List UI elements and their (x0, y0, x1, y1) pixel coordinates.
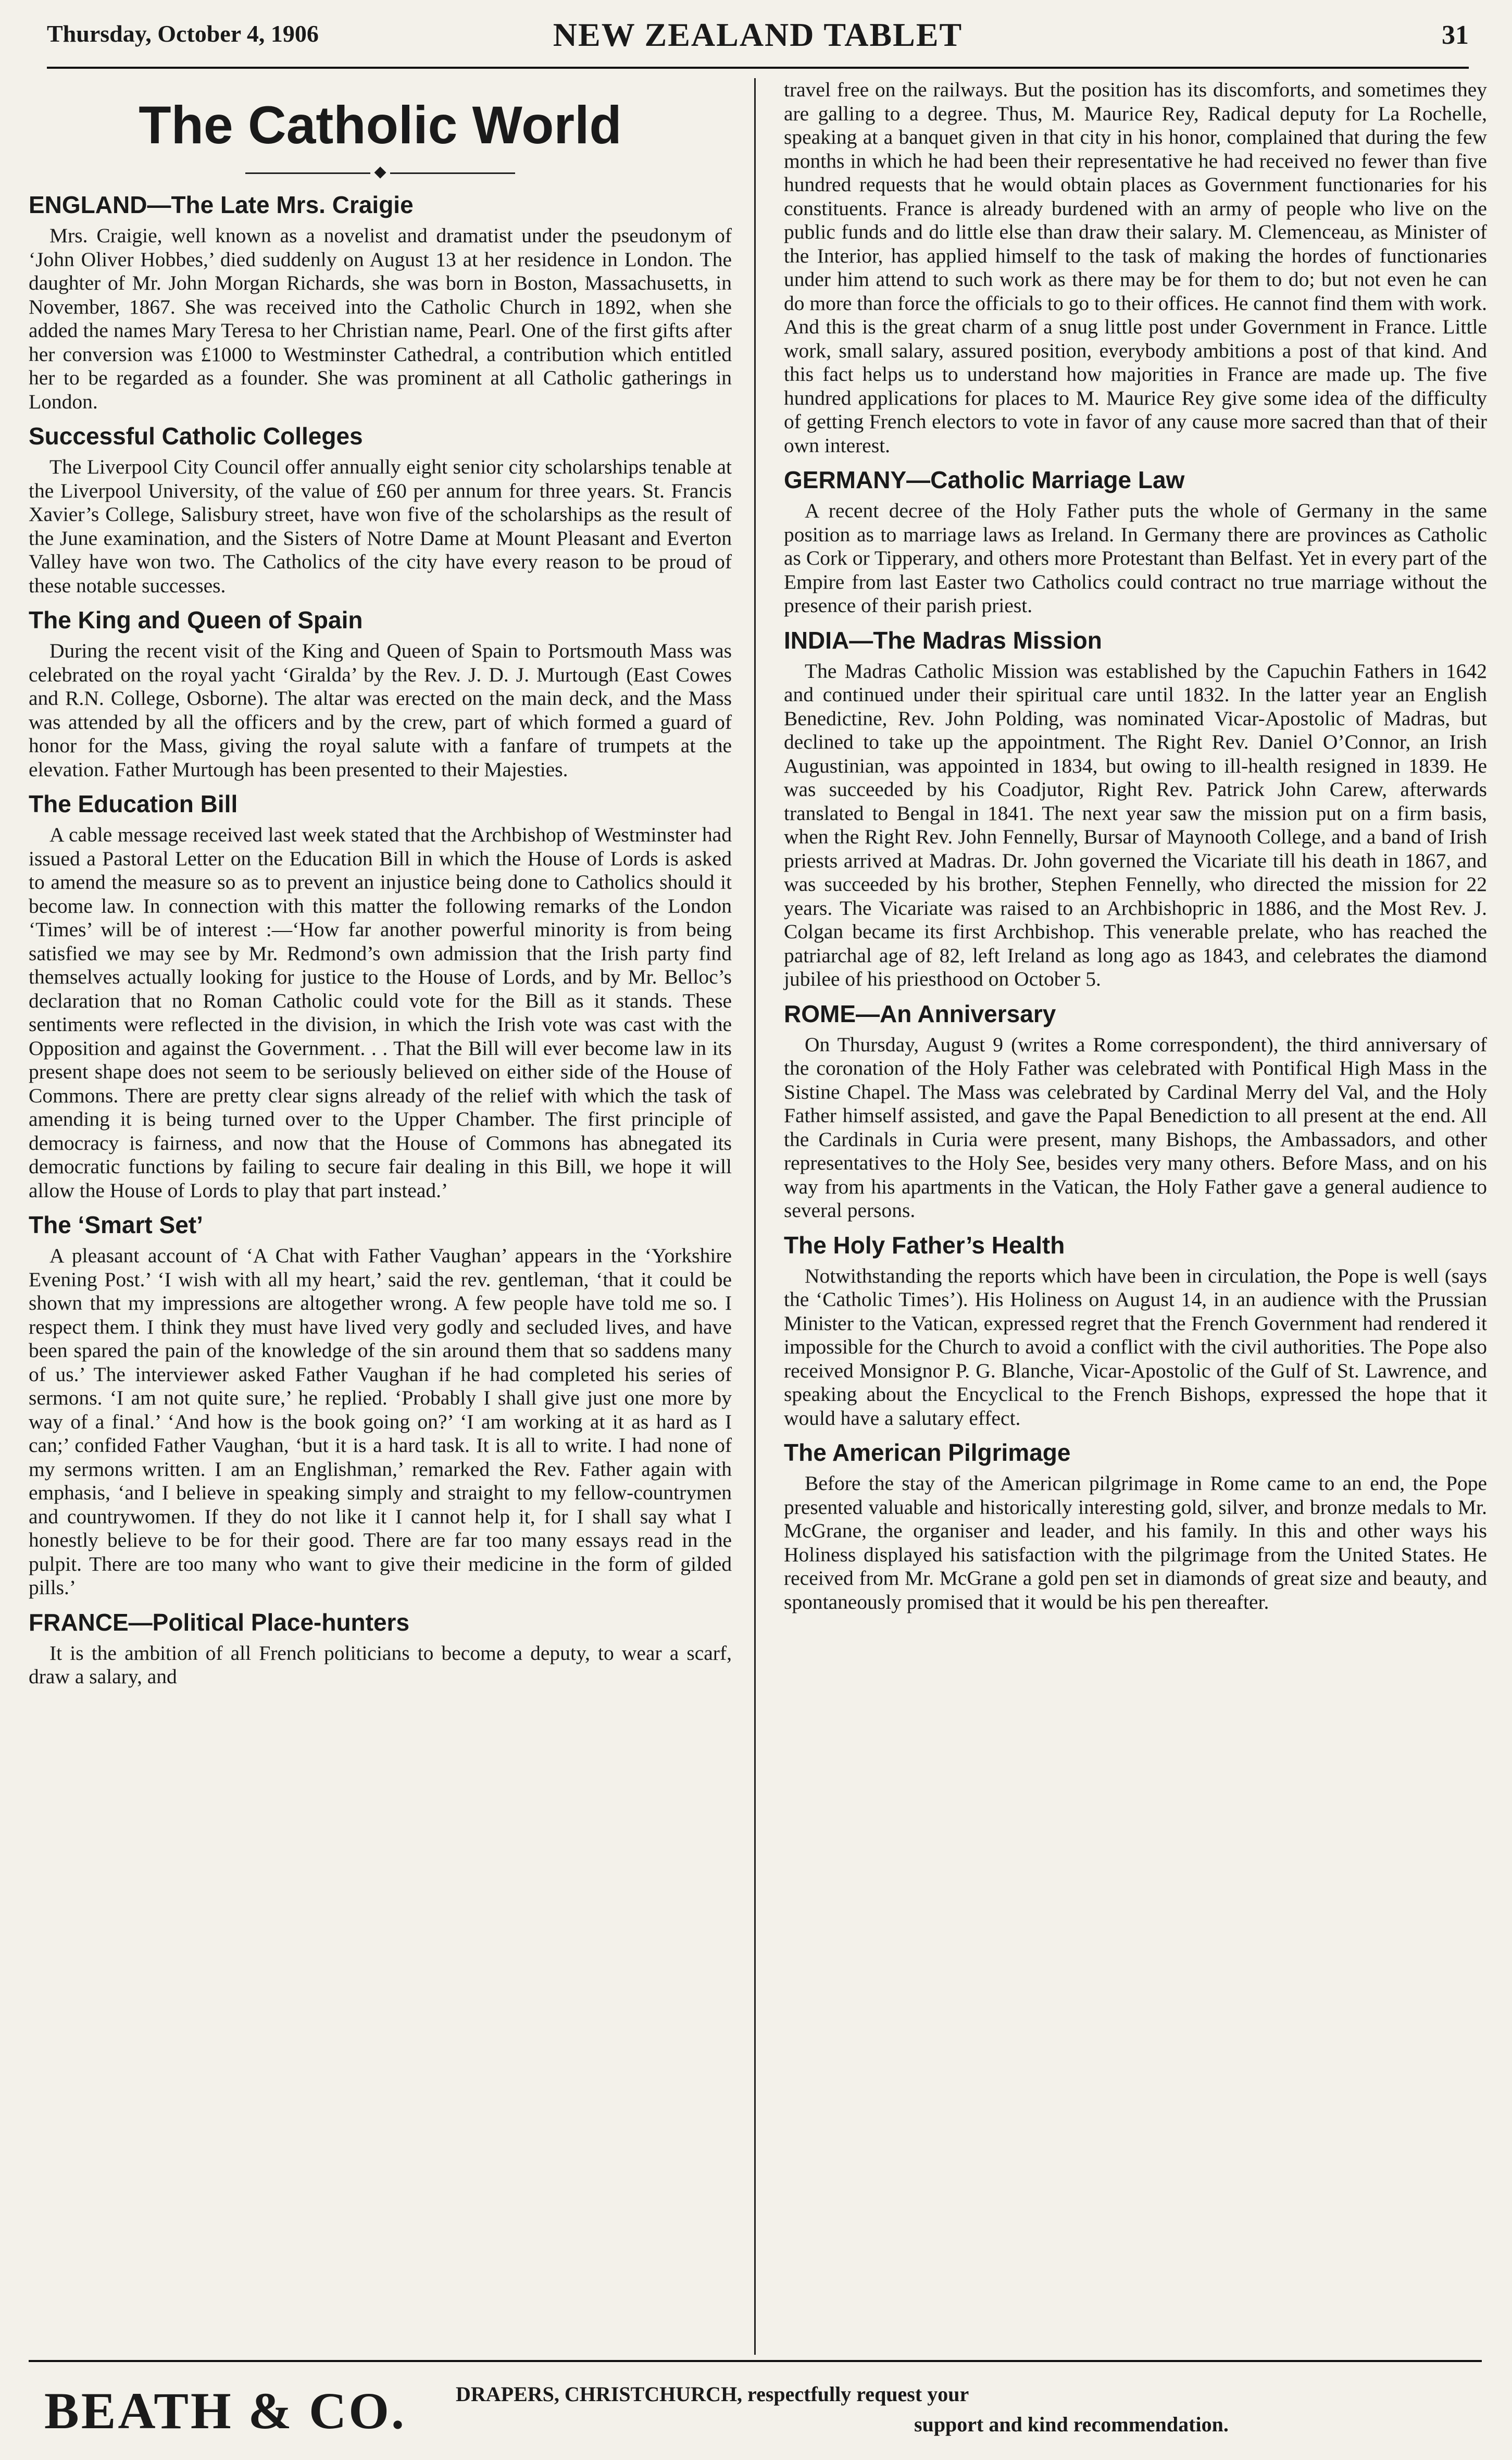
article (29, 421, 732, 598)
article (29, 605, 732, 781)
article-heading: Successful Catholic Colleges (29, 423, 363, 450)
title-ornament: ◆ (29, 161, 732, 182)
article-body: Notwithstanding the reports which have been in circulation, the Pope is well (says the ‘Catholic Times’). His Holiness on August 14, in an audience with the Prussian Minister to the Vatican, expressed regret that the French Government had rendered it impossible for the Church to avoid a conflict with the civil authorities. The Pope also received Monsignor P. G. Blanche, Vicar-Apostolic of the Gulf of St. Lawrence, and speaking about the Encyclical to the French Bishops, expressed the hope that it would have a salutary effect. (784, 1264, 1487, 1430)
right-column (784, 78, 1487, 1614)
advertiser-name: BEATH & CO. (44, 2382, 406, 2440)
article-heading: ENGLAND—The Late Mrs. Craigie (29, 191, 414, 218)
advertisement-banner (29, 2360, 1482, 2440)
article-body: travel free on the railways. But the position has its discomforts, and sometimes they are galling to a degree. Thus, M. Maurice Rey, Radical deputy for La Rochelle, speaking at a banquet given in that city in his honor, complained that during the few months in which he had been their representative he had received no fewer than five hundred requests that he would obtain places as Government functionaries for his constituents. France is already burdened with an army of people who live on the public funds and do little else than draw their salary. M. Clemenceau, as Minister of the Interior, has applied himself to the task of making the hordes of functionaries under him attend to such work as there may be for them to do; but not even he can do more than force the officials to go to their offices. He cannot find them with work. And this is the great charm of a snug little post under Government in France. Little work, small salary, assured position, everybody ambitions a post of that kind. And this fact helps us to understand how majorities in France are made up. The five hundred applications for places to M. Maurice Rey give some idea of the difficulty of getting French electors to vote in favor of any cause more sacred than that of their own interest. (784, 78, 1487, 457)
left-articles (29, 190, 732, 1689)
newspaper-title: NEW ZEALAND TABLET (553, 16, 963, 53)
article (29, 190, 732, 414)
article-heading: The American Pilgrimage (784, 1439, 1071, 1466)
article-body: It is the ambition of all French politicians to become a deputy, to wear a scarf, draw a salary, and (29, 1641, 732, 1688)
article (784, 78, 1487, 457)
article-body: Before the stay of the American pilgrimage in Rome came to an end, the Pope presented valuable and historically interesting gold, silver, and bronze medals to Mr. McGrane, the organiser and leader, and his family. In this and other ways his Holiness displayed his satisfaction with the pilgrimage from the United States. He received from Mr. McGrane a gold pen set in diamonds of great size and beauty, and spontaneously promised that it would be his pen thereafter. (784, 1472, 1487, 1613)
article (784, 465, 1487, 618)
page-number: 31 (1442, 20, 1469, 50)
article (29, 789, 732, 1202)
article-body: A recent decree of the Holy Father puts the whole of Germany in the same position as to marriage laws as Ireland. In Germany there are provinces as Catholic as Cork or Tipperary, and others more Protestant than Belfast. Yet in every part of the Empire from last Easter two Catholics could contract no true marriage without the presence of their parish priest. (784, 499, 1487, 617)
article-heading: INDIA—The Madras Mission (784, 626, 1102, 654)
left-column (29, 78, 732, 1689)
article-heading: The Holy Father’s Health (784, 1231, 1065, 1259)
article-heading: FRANCE—Political Place-hunters (29, 1608, 410, 1636)
article (784, 1437, 1487, 1614)
article-heading: The ‘Smart Set’ (29, 1211, 203, 1238)
article-body: On Thursday, August 9 (writes a Rome correspondent), the third anniversary of the coronation of the Holy Father was celebrated with Pontifical High Mass in the Sistine Chapel. The Mass was celebrated by Cardinal Merry del Val, and the Holy Father himself assisted, and gave the Papal Benediction to all present at the end. All the Cardinals in Curia were present, many Bishops, the Ambassadors, and other representatives to the Holy See, besides very many others. Before Mass, and on his way from his apartments in the Vatican, the Holy Father gave a general audience to several persons. (784, 1033, 1487, 1222)
article (784, 1230, 1487, 1431)
article-body: The Liverpool City Council offer annually eight senior city scholarships tenable at the Liverpool University, of the value of £60 per annum for three years. St. Francis Xavier’s College, Salisbury street, have won five of the scholarships as the result of the June examination, and the Sisters of Notre Dame at Mount Pleasant and Everton Valley have won two. The Catholics of the city have every reason to be proud of these notable successes. (29, 455, 732, 597)
right-articles (784, 78, 1487, 1614)
article-heading: The King and Queen of Spain (29, 606, 363, 633)
column-divider (754, 78, 756, 2355)
article-body: Mrs. Craigie, well known as a novelist and dramatist under the pseudonym of ‘John Oliver Hobbes,’ died suddenly on August 13 at her residence in London. The daughter of Mr. John Morgan Richards, she was born in Boston, Massachusetts, in November, 1867. She was received into the Catholic Church in 1892, when she added the names Mary Teresa to her Christian name, Pearl. One of the first gifts after her conversion was £1000 to Westminster Cathedral, a contribution which entitled her to be regarded as a founder. She was prominent at all Catholic gatherings in London. (29, 224, 732, 413)
advertisement-text-line1: DRAPERS, CHRISTCHURCH, respectfully request your (456, 2382, 969, 2406)
article (29, 1607, 732, 1689)
article-body: A cable message received last week stated that the Archbishop of Westminster had issued a Pastoral Letter on the Education Bill in which the House of Lords is asked to amend the measure so as to prevent an injustice being done to Catholics should it become law. In connection with this matter the following remarks of the London ‘Times’ will be of interest :—‘How far another powerful minority is from being satisfied we may see by Mr. Redmond’s own admission that the Irish party find themselves actually looking for justice to the House of Lords, and by Mr. Belloc’s declaration that no Roman Catholic could vote for the Bill as it stands. These sentiments were reflected in the division, in which the Irish vote was cast with the Opposition and against the Government. . . That the Bill will ever become law in its present shape does not seem to be seriously believed on either side of the House of Commons. There are pretty clear signs already of the relief with which the task of amending it is being turned over to the Upper Chamber. The first principle of democracy is fairness, and now that the House of Commons has abnegated its democratic functions by failing to secure fair dealing in this Bill, we hope it will allow the House of Lords to play that part instead.’ (29, 823, 732, 1202)
article-heading: ROME—An Anniversary (784, 1000, 1056, 1027)
advertisement-text-line2: support and kind recommendation. (914, 2413, 1229, 2436)
article-heading: The Education Bill (29, 790, 238, 817)
article (29, 1210, 732, 1600)
article-body: A pleasant account of ‘A Chat with Father Vaughan’ appears in the ‘Yorkshire Evening Post.’ ‘I wish with all my heart,’ said the rev. gentleman, ‘that it could be shown that my impressions are altogether wrong. A few people have told me so. I respect them. I think they must have lived very godly and secluded lives, and have been spared the pain of the knowledge of the sin around them that so saddens many of us.’ The interviewer asked Father Vaughan if he had completed his series of sermons. ‘I am not quite sure,’ he replied. ‘Probably I shall give just one more by way of a final.’ ‘And how is the book going on?’ ‘I am working at it as hard as I can;’ confided Father Vaughan, ‘but it is a hard task. It is all to write. I had none of my sermons written. I am an Englishman,’ remarked the Rev. Father again with emphasis, ‘and I believe in speaking simply and straight to my fellow-countrymen and countrywomen. If they do not like it I cannot help it, for I shall say what I honestly believe to be for their good. There are far too many essays read in the pulpit. There are too many who want to give their medicine in the form of gilded pills.’ (29, 1244, 732, 1599)
section-title: The Catholic World (139, 95, 622, 155)
article-body: The Madras Catholic Mission was established by the Capuchin Fathers in 1642 and continued under their spiritual care until 1832. In the latter year an English Benedictine, Rev. John Polding, was nominated Vicar-Apostolic of Madras, but declined to take up the appointment. The Right Rev. Daniel O’Connor, an Irish Augustinian, was appointed in 1834, but owing to ill-health resigned in 1839. He was succeeded by his Coadjutor, Right Rev. Patrick John Carew, afterwards translated to Bengal in 1841. The next year saw the mission put on a firm basis, when the Right Rev. John Fennelly, Bursar of Maynooth College, and a band of Irish priests arrived at Madras. Dr. John governed the Vicariate till his death in 1867, and was succeeded by his brother, Stephen Fennelly, who directed the mission for 22 years. The Vicariate was raised to an Archbishopric in 1886, and the Most Rev. J. Colgan became its first Archbishop. This venerable prelate, who has reached the patriarchal age of 82, left Ireland as long ago as 1843, and celebrates the diamond jubilee of his priesthood on October 5. (784, 659, 1487, 990)
article (784, 999, 1487, 1223)
issue-date: Thursday, October 4, 1906 (47, 20, 319, 47)
page-header (47, 15, 1469, 69)
article (784, 625, 1487, 991)
article-body: During the recent visit of the King and Queen of Spain to Portsmouth Mass was celebrated on the royal yacht ‘Giralda’ by the Rev. J. D. J. Murtough (East Cowes and R.N. College, Osborne). The altar was erected on the main deck, and the Mass was attended by all the officers and by the crew, part of which formed a guard of honor for the Mass, giving the royal salute with a fanfare of trumpets at the elevation. Father Murtough has been presented to their Majesties. (29, 639, 732, 781)
article-heading: GERMANY—Catholic Marriage Law (784, 466, 1185, 493)
